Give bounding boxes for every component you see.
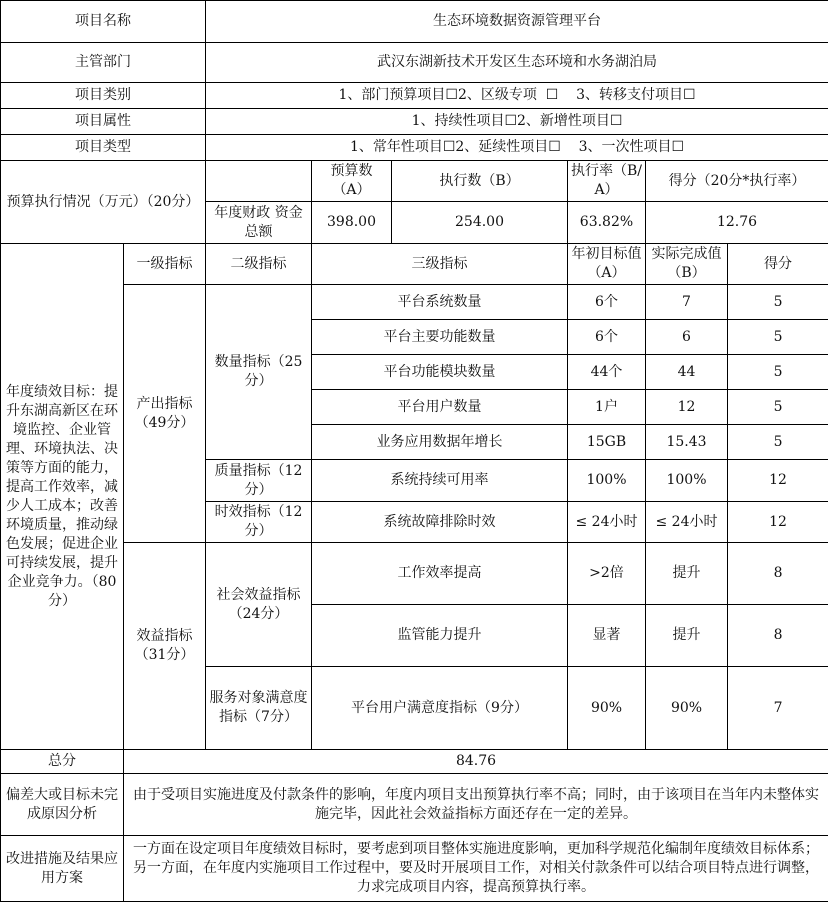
header-level3: 三级指标: [312, 244, 568, 285]
indicator-score: 12: [728, 460, 828, 502]
service-indicator-label: 服务对象满意度指标（7分）: [206, 667, 312, 750]
indicator-score: 5: [728, 320, 828, 355]
row-deviation: [1, 774, 828, 836]
indicator-name: 监管能力提升: [312, 605, 568, 667]
header-target: 年初目标值（A）: [568, 244, 646, 285]
budget-col-b: 执行数（B）: [392, 161, 568, 202]
fiscal-funds-label: 年度财政 资金总额: [206, 202, 312, 244]
row-department: [1, 43, 828, 83]
budget-col-rate: 执行率（B/A）: [568, 161, 646, 202]
indicator-name: 平台系统数量: [312, 285, 568, 320]
indicator-score: 5: [728, 390, 828, 425]
indicator-score: 5: [728, 285, 828, 320]
row-project-type: [1, 135, 828, 161]
rate-value: 63.82%: [568, 202, 646, 244]
indicator-name: 平台功能模块数量: [312, 355, 568, 390]
exec-value: 254.00: [392, 202, 568, 244]
project-category-value: 1、部门预算项目☐2、区级专项 ☐ 3、转移支付项目☐: [206, 83, 828, 109]
indicator-score: 8: [728, 605, 828, 667]
improvement-label: 改进措施及结果应用方案: [1, 836, 124, 902]
indicator-target: ≤ 24小时: [568, 502, 646, 543]
social-indicator-label: 社会效益指标（24分）: [206, 543, 312, 667]
row-project-name: [1, 1, 828, 43]
indicator-score: 7: [728, 667, 828, 750]
improvement-text: 一方面在设定项目年度绩效目标时，要考虑到项目整体实施进度影响，更加科学规范化编制年度绩效目标体系；另一方面，在年度内实施项目工作过程中，要及时开展项目工作，对相关付款条件可以结合项目特点进行调整，力求完成项目内容，提高预算执行率。: [124, 836, 828, 902]
department-value: 武汉东湖新技术开发区生态环境和水务湖泊局: [206, 43, 828, 83]
indicator-actual: 44: [646, 355, 728, 390]
indicator-target: 6个: [568, 320, 646, 355]
indicator-actual: 15.43: [646, 425, 728, 460]
budget-value: 398.00: [312, 202, 392, 244]
indicator-target: 90%: [568, 667, 646, 750]
total-label: 总分: [1, 750, 124, 774]
row-project-attribute: [1, 109, 828, 135]
indicator-name: 业务应用数据年增长: [312, 425, 568, 460]
indicator-actual: 提升: [646, 543, 728, 605]
quality-indicator-label: 质量指标（12分）: [206, 460, 312, 502]
indicator-target: 100%: [568, 460, 646, 502]
budget-col-score: 得分（20分*执行率）: [646, 161, 828, 202]
deviation-label: 偏差大或目标未完成原因分析: [1, 774, 124, 836]
indicator-name: 平台主要功能数量: [312, 320, 568, 355]
time-indicator-label: 时效指标（12分）: [206, 502, 312, 543]
total-value: 84.76: [124, 750, 828, 774]
header-level2: 二级指标: [206, 244, 312, 285]
indicator-target: 6个: [568, 285, 646, 320]
deviation-text: 由于受项目实施进度及付款条件的影响，年度内项目支出预算执行率不高；同时，由于该项目在当年内未整体实施完毕，因此社会效益指标方面还存在一定的差异。: [124, 774, 828, 836]
project-name-value: 生态环境数据资源管理平台: [206, 1, 828, 43]
indicator-name: 平台用户满意度指标（9分）: [312, 667, 568, 750]
indicator-row: [1, 285, 828, 320]
indicator-target: >2倍: [568, 543, 646, 605]
budget-blank-cell: [206, 161, 312, 202]
indicator-target: 显著: [568, 605, 646, 667]
indicator-name: 平台用户数量: [312, 390, 568, 425]
project-category-label: 项目类别: [1, 83, 206, 109]
header-score: 得分: [728, 244, 828, 285]
header-level1: 一级指标: [124, 244, 206, 285]
header-actual: 实际完成值（B）: [646, 244, 728, 285]
indicator-target: 1户: [568, 390, 646, 425]
indicator-score: 5: [728, 355, 828, 390]
project-attribute-value: 1、持续性项目☐2、新增性项目☐: [206, 109, 828, 135]
row-total: [1, 750, 828, 774]
indicator-actual: 100%: [646, 460, 728, 502]
project-type-label: 项目类型: [1, 135, 206, 161]
score-value: 12.76: [646, 202, 828, 244]
indicator-score: 5: [728, 425, 828, 460]
quantity-indicator-label: 数量指标（25分）: [206, 285, 312, 460]
indicator-actual: 7: [646, 285, 728, 320]
output-indicator-label: 产出指标（49分）: [124, 285, 206, 543]
indicator-score: 12: [728, 502, 828, 543]
budget-label: 预算执行情况（万元）（20分）: [1, 161, 206, 244]
project-name-label: 项目名称: [1, 1, 206, 43]
indicator-target: 44个: [568, 355, 646, 390]
indicator-name: 工作效率提高: [312, 543, 568, 605]
annual-goal: 年度绩效目标：提升东湖高新区在环境监控、企业管理、环境执法、决策等方面的能力，提高工作效率，减少人工成本；改善环境质量，推动绿色发展；促进企业可持续发展，提升企业竞争力。（80分）: [1, 244, 124, 750]
department-label: 主管部门: [1, 43, 206, 83]
row-budget-header: [1, 161, 828, 202]
row-indicator-header: [1, 244, 828, 285]
indicator-name: 系统故障排除时效: [312, 502, 568, 543]
indicator-actual: ≤ 24小时: [646, 502, 728, 543]
project-type-value: 1、常年性项目☐2、延续性项目☐ 3、一次性项目☐: [206, 135, 828, 161]
indicator-actual: 90%: [646, 667, 728, 750]
project-attribute-label: 项目属性: [1, 109, 206, 135]
indicator-target: 15GB: [568, 425, 646, 460]
indicator-name: 系统持续可用率: [312, 460, 568, 502]
row-project-category: [1, 83, 828, 109]
benefit-indicator-label: 效益指标（31分）: [124, 543, 206, 750]
indicator-row: [1, 543, 828, 605]
indicator-actual: 12: [646, 390, 728, 425]
budget-col-a: 预算数（A）: [312, 161, 392, 202]
indicator-actual: 提升: [646, 605, 728, 667]
row-improvement: [1, 836, 828, 902]
indicator-actual: 6: [646, 320, 728, 355]
indicator-score: 8: [728, 543, 828, 605]
